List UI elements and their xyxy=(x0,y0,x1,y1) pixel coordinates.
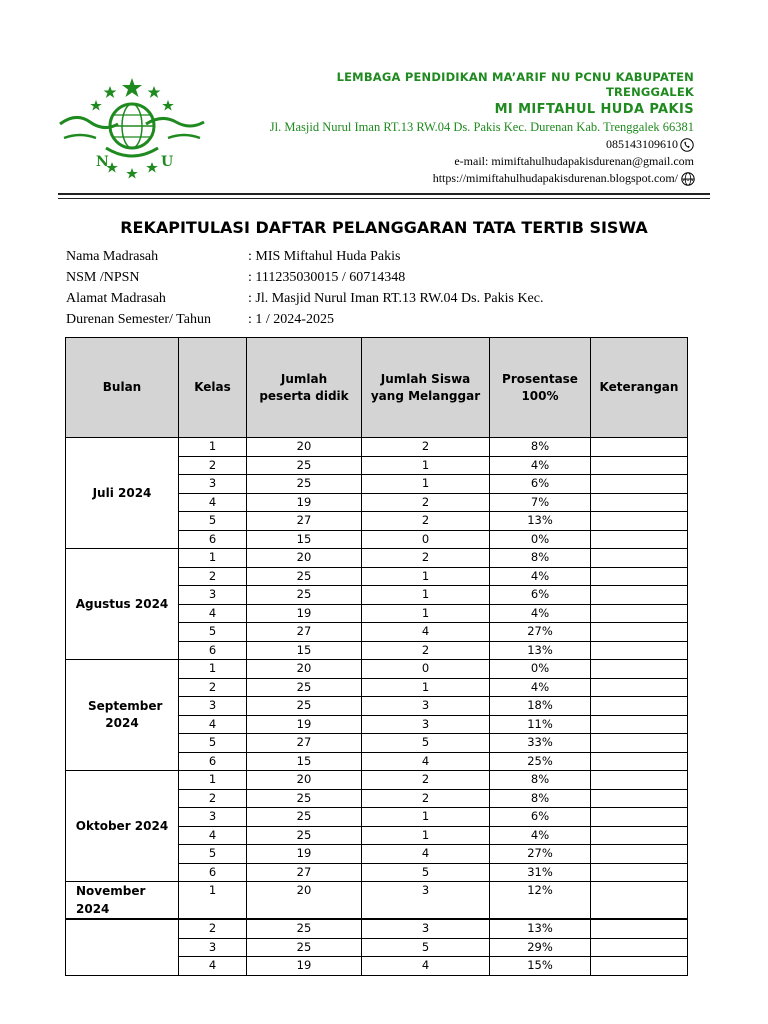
keterangan-cell[interactable] xyxy=(591,623,688,642)
star-icon xyxy=(148,86,161,98)
email-address[interactable]: e-mail: mimiftahulhudapakisdurenan@gmail.com xyxy=(454,154,694,168)
jumlah-melanggar-cell: 3 xyxy=(362,715,490,734)
keterangan-cell[interactable] xyxy=(591,641,688,660)
jumlah-melanggar-cell: 3 xyxy=(362,697,490,716)
jumlah-peserta-cell: 25 xyxy=(247,586,362,605)
website-url[interactable]: https://mimiftahulhudapakisdurenan.blogspot.com/ xyxy=(432,171,678,185)
keterangan-cell[interactable] xyxy=(591,697,688,716)
keterangan-cell[interactable] xyxy=(591,530,688,549)
kelas-cell: 1 xyxy=(179,660,247,679)
info-label: Durenan Semester/ Tahun xyxy=(66,311,211,327)
jumlah-melanggar-cell: 1 xyxy=(362,678,490,697)
phone-icon xyxy=(680,138,694,152)
jumlah-melanggar-cell: 0 xyxy=(362,660,490,679)
header-divider-thick xyxy=(58,193,710,195)
prosentase-cell: 7% xyxy=(490,493,591,512)
jumlah-peserta-cell: 27 xyxy=(247,734,362,753)
keterangan-cell[interactable] xyxy=(591,826,688,845)
website-line xyxy=(234,170,694,187)
month-cell: November 2024 xyxy=(66,882,179,920)
kelas-cell: 5 xyxy=(179,623,247,642)
table-row xyxy=(66,919,688,938)
table-row xyxy=(66,660,688,679)
prosentase-cell: 8% xyxy=(490,549,591,568)
prosentase-cell: 8% xyxy=(490,438,591,457)
kelas-cell: 3 xyxy=(179,697,247,716)
keterangan-cell[interactable] xyxy=(591,771,688,790)
jumlah-peserta-cell: 25 xyxy=(247,456,362,475)
logo-letter-u: U xyxy=(161,154,174,170)
info-row xyxy=(66,288,543,309)
organization-name: LEMBAGA PENDIDIKAN MA’ARIF NU PCNU KABUPATEN xyxy=(336,70,694,84)
kelas-cell: 1 xyxy=(179,549,247,568)
jumlah-melanggar-cell: 4 xyxy=(362,752,490,771)
keterangan-cell[interactable] xyxy=(591,438,688,457)
jumlah-peserta-cell: 19 xyxy=(247,957,362,976)
keterangan-cell[interactable] xyxy=(591,567,688,586)
info-label: NSM /NPSN xyxy=(66,269,140,285)
jumlah-melanggar-cell: 4 xyxy=(362,957,490,976)
table-row xyxy=(66,771,688,790)
kelas-cell: 2 xyxy=(179,678,247,697)
table-header-row xyxy=(66,338,688,438)
prosentase-cell: 25% xyxy=(490,752,591,771)
kelas-cell: 2 xyxy=(179,567,247,586)
keterangan-cell[interactable] xyxy=(591,715,688,734)
prosentase-cell: 31% xyxy=(490,863,591,882)
prosentase-cell: 8% xyxy=(490,789,591,808)
prosentase-cell: 4% xyxy=(490,567,591,586)
jumlah-peserta-cell: 27 xyxy=(247,863,362,882)
phone-line xyxy=(234,136,694,153)
logo-letter-n: N xyxy=(96,154,109,170)
jumlah-melanggar-cell: 4 xyxy=(362,845,490,864)
jumlah-melanggar-cell: 1 xyxy=(362,567,490,586)
kelas-cell: 2 xyxy=(179,919,247,938)
kelas-cell: 6 xyxy=(179,752,247,771)
kelas-cell: 1 xyxy=(179,771,247,790)
jumlah-melanggar-cell: 0 xyxy=(362,530,490,549)
header-jumlah-peserta: Jumlah peserta didik xyxy=(247,338,362,438)
svg-text:www: www xyxy=(682,177,694,183)
keterangan-cell[interactable] xyxy=(591,549,688,568)
info-value: : Jl. Masjid Nurul Iman RT.13 RW.04 Ds. Pakis Kec. xyxy=(248,290,544,306)
kelas-cell: 3 xyxy=(179,808,247,827)
jumlah-peserta-cell: 27 xyxy=(247,512,362,531)
kelas-cell: 2 xyxy=(179,456,247,475)
keterangan-cell[interactable] xyxy=(591,882,688,920)
header-keterangan: Keterangan xyxy=(591,338,688,438)
document-title: REKAPITULASI DAFTAR PELANGGARAN TATA TERTIB SISWA xyxy=(120,218,648,237)
jumlah-peserta-cell: 15 xyxy=(247,641,362,660)
prosentase-cell: 4% xyxy=(490,826,591,845)
header-kelas: Kelas xyxy=(179,338,247,438)
jumlah-peserta-cell: 25 xyxy=(247,567,362,586)
jumlah-melanggar-cell: 2 xyxy=(362,493,490,512)
letterhead xyxy=(234,70,694,187)
prosentase-cell: 11% xyxy=(490,715,591,734)
school-address: Jl. Masjid Nurul Iman RT.13 RW.04 Ds. Pakis Kec. Durenan Kab. Trenggalek 66381 xyxy=(269,120,694,134)
jumlah-melanggar-cell: 2 xyxy=(362,771,490,790)
keterangan-cell[interactable] xyxy=(591,456,688,475)
kelas-cell: 5 xyxy=(179,512,247,531)
header-jumlah-melanggar: Jumlah Siswa yang Melanggar xyxy=(362,338,490,438)
star-icon xyxy=(104,86,117,98)
header-prosentase: Prosentase 100% xyxy=(490,338,591,438)
email-line xyxy=(234,153,694,170)
info-row xyxy=(66,267,543,288)
jumlah-melanggar-cell: 1 xyxy=(362,808,490,827)
jumlah-peserta-cell: 20 xyxy=(247,882,362,920)
jumlah-melanggar-cell: 4 xyxy=(362,623,490,642)
prosentase-cell: 29% xyxy=(490,938,591,957)
jumlah-melanggar-cell: 2 xyxy=(362,438,490,457)
prosentase-cell: 18% xyxy=(490,697,591,716)
star-icon xyxy=(146,162,158,173)
jumlah-melanggar-cell: 1 xyxy=(362,456,490,475)
prosentase-cell: 4% xyxy=(490,604,591,623)
star-icon xyxy=(122,78,142,97)
jumlah-melanggar-cell: 1 xyxy=(362,604,490,623)
kelas-cell: 6 xyxy=(179,863,247,882)
jumlah-peserta-cell: 20 xyxy=(247,771,362,790)
jumlah-peserta-cell: 25 xyxy=(247,697,362,716)
info-value: : MIS Miftahul Huda Pakis xyxy=(248,248,401,264)
month-cell: September 2024 xyxy=(66,660,179,771)
jumlah-melanggar-cell: 5 xyxy=(362,938,490,957)
prosentase-cell: 6% xyxy=(490,808,591,827)
prosentase-cell: 13% xyxy=(490,919,591,938)
kelas-cell: 3 xyxy=(179,586,247,605)
jumlah-peserta-cell: 25 xyxy=(247,919,362,938)
keterangan-cell[interactable] xyxy=(591,660,688,679)
kelas-cell: 1 xyxy=(179,438,247,457)
jumlah-peserta-cell: 19 xyxy=(247,604,362,623)
keterangan-cell[interactable] xyxy=(591,734,688,753)
table-row xyxy=(66,882,688,920)
keterangan-cell[interactable] xyxy=(591,789,688,808)
keterangan-cell[interactable] xyxy=(591,957,688,976)
kelas-cell: 6 xyxy=(179,641,247,660)
keterangan-cell[interactable] xyxy=(591,919,688,938)
keterangan-cell[interactable] xyxy=(591,938,688,957)
keterangan-cell[interactable] xyxy=(591,752,688,771)
jumlah-melanggar-cell: 2 xyxy=(362,789,490,808)
nu-logo xyxy=(56,76,208,180)
jumlah-peserta-cell: 15 xyxy=(247,530,362,549)
jumlah-melanggar-cell: 1 xyxy=(362,475,490,494)
jumlah-melanggar-cell: 2 xyxy=(362,641,490,660)
info-row xyxy=(66,309,543,330)
globe-icon xyxy=(680,172,694,186)
jumlah-peserta-cell: 19 xyxy=(247,845,362,864)
keterangan-cell[interactable] xyxy=(591,586,688,605)
kelas-cell: 4 xyxy=(179,826,247,845)
kelas-cell: 4 xyxy=(179,493,247,512)
month-cell: Oktober 2024 xyxy=(66,771,179,882)
phone-number: 085143109610 xyxy=(606,137,678,151)
header-divider-thin xyxy=(58,198,710,199)
jumlah-peserta-cell: 25 xyxy=(247,678,362,697)
prosentase-cell: 27% xyxy=(490,623,591,642)
info-label: Nama Madrasah xyxy=(66,248,159,264)
jumlah-melanggar-cell: 1 xyxy=(362,826,490,845)
jumlah-melanggar-cell: 5 xyxy=(362,863,490,882)
jumlah-peserta-cell: 20 xyxy=(247,660,362,679)
prosentase-cell: 0% xyxy=(490,660,591,679)
violation-recap-table xyxy=(65,337,688,976)
kelas-cell: 1 xyxy=(179,882,247,920)
prosentase-cell: 27% xyxy=(490,845,591,864)
prosentase-cell: 33% xyxy=(490,734,591,753)
prosentase-cell: 6% xyxy=(490,475,591,494)
table-row xyxy=(66,438,688,457)
info-value: : 111235030015 / 60714348 xyxy=(248,269,406,285)
table-row xyxy=(66,549,688,568)
prosentase-cell: 6% xyxy=(490,586,591,605)
kelas-cell: 5 xyxy=(179,734,247,753)
kelas-cell: 3 xyxy=(179,938,247,957)
keterangan-cell[interactable] xyxy=(591,475,688,494)
keterangan-cell[interactable] xyxy=(591,845,688,864)
star-icon xyxy=(126,168,138,179)
kelas-cell: 4 xyxy=(179,957,247,976)
jumlah-peserta-cell: 25 xyxy=(247,789,362,808)
kelas-cell: 2 xyxy=(179,789,247,808)
prosentase-cell: 13% xyxy=(490,641,591,660)
keterangan-cell[interactable] xyxy=(591,808,688,827)
info-label: Alamat Madrasah xyxy=(66,290,166,306)
school-name: MI MIFTAHUL HUDA PAKIS xyxy=(494,102,694,117)
keterangan-cell[interactable] xyxy=(591,512,688,531)
jumlah-melanggar-cell: 5 xyxy=(362,734,490,753)
keterangan-cell[interactable] xyxy=(591,604,688,623)
prosentase-cell: 8% xyxy=(490,771,591,790)
star-icon xyxy=(90,100,102,111)
jumlah-peserta-cell: 20 xyxy=(247,549,362,568)
kelas-cell: 6 xyxy=(179,530,247,549)
jumlah-melanggar-cell: 3 xyxy=(362,919,490,938)
jumlah-peserta-cell: 27 xyxy=(247,623,362,642)
header-bulan: Bulan xyxy=(66,338,179,438)
jumlah-peserta-cell: 19 xyxy=(247,493,362,512)
prosentase-cell: 12% xyxy=(490,882,591,920)
info-row xyxy=(66,246,543,267)
jumlah-peserta-cell: 20 xyxy=(247,438,362,457)
star-icon xyxy=(162,100,174,111)
jumlah-peserta-cell: 25 xyxy=(247,475,362,494)
month-cell: Juli 2024 xyxy=(66,438,179,549)
jumlah-peserta-cell: 19 xyxy=(247,715,362,734)
jumlah-peserta-cell: 25 xyxy=(247,808,362,827)
kelas-cell: 4 xyxy=(179,604,247,623)
identity-block xyxy=(66,246,543,330)
organization-name-line2: TRENGGALEK xyxy=(605,85,694,99)
jumlah-peserta-cell: 25 xyxy=(247,938,362,957)
jumlah-melanggar-cell: 2 xyxy=(362,512,490,531)
kelas-cell: 4 xyxy=(179,715,247,734)
keterangan-cell[interactable] xyxy=(591,863,688,882)
prosentase-cell: 13% xyxy=(490,512,591,531)
info-value: : 1 / 2024-2025 xyxy=(248,311,334,327)
keterangan-cell[interactable] xyxy=(591,678,688,697)
table-body xyxy=(66,438,688,976)
kelas-cell: 5 xyxy=(179,845,247,864)
jumlah-peserta-cell: 15 xyxy=(247,752,362,771)
month-cell-empty xyxy=(66,919,179,975)
jumlah-peserta-cell: 25 xyxy=(247,826,362,845)
kelas-cell: 3 xyxy=(179,475,247,494)
month-cell: Agustus 2024 xyxy=(66,549,179,660)
prosentase-cell: 4% xyxy=(490,456,591,475)
jumlah-melanggar-cell: 1 xyxy=(362,586,490,605)
jumlah-melanggar-cell: 3 xyxy=(362,882,490,920)
keterangan-cell[interactable] xyxy=(591,493,688,512)
jumlah-melanggar-cell: 2 xyxy=(362,549,490,568)
prosentase-cell: 0% xyxy=(490,530,591,549)
prosentase-cell: 15% xyxy=(490,957,591,976)
prosentase-cell: 4% xyxy=(490,678,591,697)
